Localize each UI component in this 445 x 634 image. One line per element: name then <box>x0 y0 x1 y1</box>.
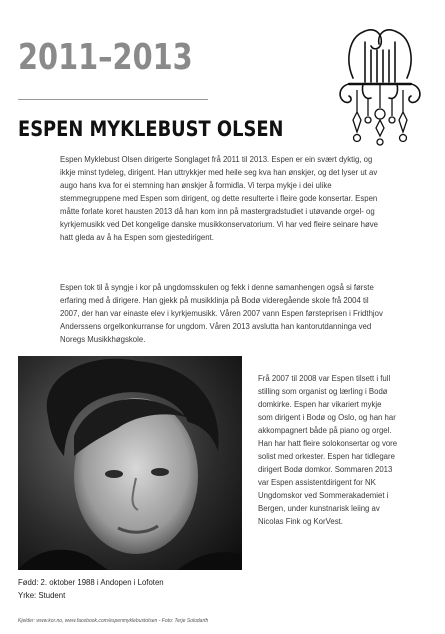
years-heading: 2011–2013 <box>18 37 193 78</box>
portrait-photo <box>18 356 242 570</box>
source-credits: Kjelder: www.kor.no, www.facebook.com/espenmyklebustolsen - Foto: Terje Solodarth <box>18 618 209 624</box>
portrait-image <box>18 356 242 570</box>
occupation-info: Yrke: Student <box>18 591 66 600</box>
divider-line <box>18 99 208 100</box>
paragraph-background: Espen tok til å syngje i kor på ungdomsskulen og fekk i denne samanhengen også si første erfaring med å dirigere. Han gjekk på musikklinja på Bodø videregående skole frå 2004 til 2007, der han var einaste elev i kyrkjemusikk. Våren 2007 vann Espen førsteprisen i Fridthjov Anderssens orgelkonkurranse for ungdom. Våren 2013 avslutta han kantorutdanninga ved Noregs Musikkhøgskole. <box>60 283 383 344</box>
facts-box <box>18 576 164 602</box>
birth-info: Fødd: 2. oktober 1988 i Andopen i Lofoten <box>18 578 164 587</box>
paragraph-career: Frå 2007 til 2008 var Espen tilsett i full stilling som organist og lærling i Bodø domkirke. Espen har vikariert mykje som dirigent i Bodø og Oslo, og han har akkompagnert både på piano og orgel. Han har hatt fleire solokonsertar og vore solist med orkester. Espen har tidlegare dirigert Bodø domkor. Sommaren 2013 var Espen assistentdirigent for NK Ungdomskor ved Sommerakademiet i Bergen, under kunstnarisk leiing av Nicolas Fink og KorVest. <box>258 374 398 526</box>
page-title: ESPEN MYKLEBUST OLSEN <box>18 117 284 141</box>
paragraph-intro: Espen Myklebust Olsen dirigerte Songlaget frå 2011 til 2013. Espen er ein svært dyktig, og ikkje minst tydeleg, dirigent. Han uttrykkjer med heile seg kva han ønskjer, og det lyser ut av augo hans kva for ei stemning han ønskjer å formidla. Vi terpa mykje i dei ulike stemmegruppene med Espen som dirigent, og dette resulterte i fleire gode konsertar. Espen måtte forlate koret hausten 2013 då han kom inn på mastergradstudiet i utøvande orgel- og kyrkjemusikk ved Det kongelige danske musikkonservatorium. Vi har ved fleire seinare høve hatt gleda av å ha Espen som gjestedirigent. <box>60 155 378 242</box>
harp-crest-icon <box>335 20 425 150</box>
